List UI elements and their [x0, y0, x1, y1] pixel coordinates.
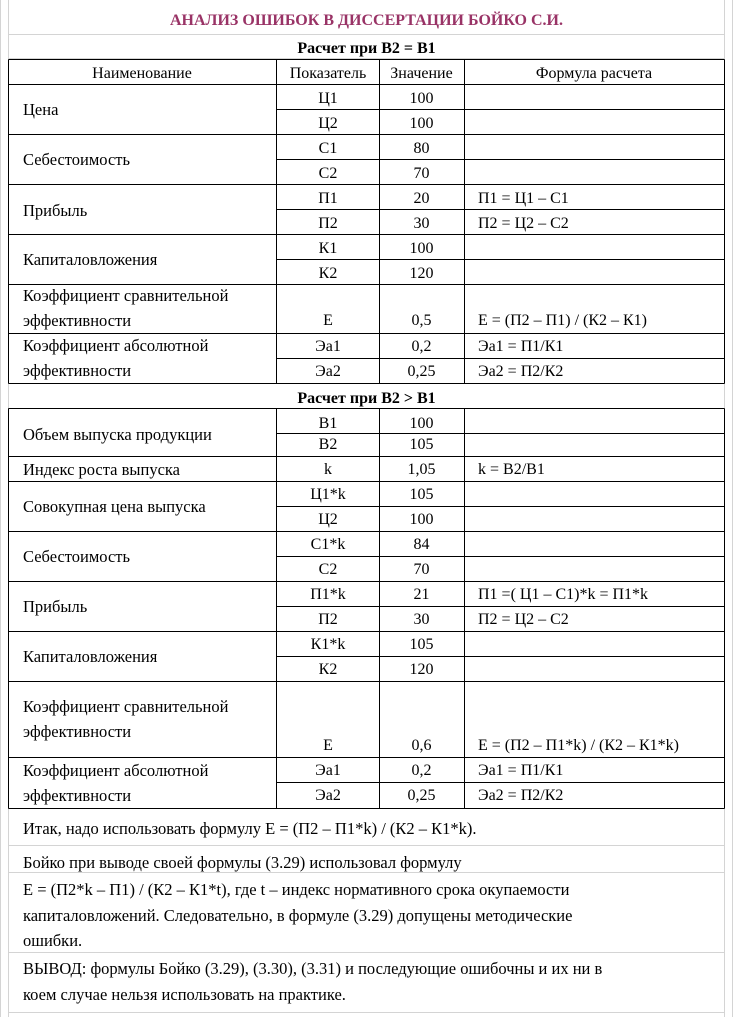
- s2-indicator: k: [324, 461, 332, 478]
- s1-indicator: П2: [318, 215, 338, 232]
- s2-indicator: П1*k: [310, 586, 346, 603]
- s2-indicator: В1: [318, 415, 338, 432]
- s1-name-cost: Себестоимость: [23, 150, 131, 169]
- s1-indicator: Ц2: [318, 115, 338, 132]
- s2-value: 1,05: [407, 461, 436, 478]
- s2-indicator: Эа1: [315, 762, 341, 779]
- s1-formula: Эа1 = П1/К1: [478, 338, 564, 355]
- s2-formula: Е = (П2 – П1*k) / (К2 – К1*k): [478, 737, 680, 754]
- s2-indicator: С2: [318, 561, 338, 578]
- s1-value: 100: [409, 115, 434, 132]
- s1-indicator: П1: [318, 190, 338, 207]
- verdict-line: коем случае нельзя использовать на практике.: [23, 985, 346, 1004]
- s1-formula: Е = (П2 – П1) / (К2 – К1): [478, 312, 648, 329]
- s2-name-growth: Индекс роста выпуска: [23, 460, 180, 479]
- s2-indicator: К2: [318, 661, 338, 678]
- s2-formula: П1 =( Ц1 – С1)*k = П1*k: [478, 586, 649, 603]
- s1-value: 100: [409, 240, 434, 257]
- s1-indicator: Эа2: [315, 363, 341, 380]
- s2-indicator: Е: [323, 737, 333, 754]
- verdict-line: ВЫВОД: формулы Бойко (3.29), (3.30), (3.31) и последующие ошибочны и их ни в: [23, 959, 603, 978]
- s1-name-capex: Капиталовложения: [23, 250, 158, 269]
- s2-name-profit: Прибыль: [23, 597, 88, 616]
- boiko-note-line: Бойко при выводе своей формулы (3.29) использовал формулу: [23, 853, 462, 872]
- conclusion-text: Итак, надо использовать формулу Е = (П2 – П1*k) / (К2 – К1*k).: [23, 819, 477, 838]
- s2-indicator: Эа2: [315, 787, 341, 804]
- page-title: АНАЛИЗ ОШИБОК В ДИССЕРТАЦИИ БОЙКО С.И.: [170, 12, 563, 29]
- s2-indicator: В2: [318, 436, 338, 453]
- header-indicator: Показатель: [289, 65, 367, 82]
- boiko-note-line: Е = (П2*k – П1) / (К2 – К1*t), где t – индекс нормативного срока окупаемости: [23, 880, 570, 899]
- s1-name-price: Цена: [23, 100, 59, 119]
- s2-formula: Эа1 = П1/К1: [478, 762, 564, 779]
- boiko-note-line: капиталовложений. Следовательно, в формуле (3.29) допущены методические: [23, 906, 573, 925]
- s1-value: 30: [413, 215, 430, 232]
- s1-value: 0,2: [411, 338, 432, 355]
- s2-value: 0,6: [411, 737, 432, 754]
- s1-indicator: С2: [318, 165, 338, 182]
- s1-name-comparative-2: эффективности: [23, 311, 132, 330]
- s1-indicator: К1: [318, 240, 338, 257]
- s1-indicator: Эа1: [315, 338, 341, 355]
- s2-value: 105: [409, 436, 434, 453]
- s1-value: 100: [409, 90, 434, 107]
- s2-name-comparative-2: эффективности: [23, 722, 132, 741]
- s1-name-absolute-2: эффективности: [23, 361, 132, 380]
- s2-value: 100: [409, 415, 434, 432]
- s1-value: 20: [413, 190, 430, 207]
- s2-name-capex: Капиталовложения: [23, 647, 158, 666]
- s2-value: 84: [413, 536, 430, 553]
- s2-formula: k = В2/В1: [478, 461, 545, 478]
- s1-formula: Эа2 = П2/К2: [478, 363, 564, 380]
- s2-value: 100: [409, 511, 434, 528]
- s2-name-total-price: Совокупная цена выпуска: [23, 497, 206, 516]
- s2-formula: Эа2 = П2/К2: [478, 787, 564, 804]
- s1-name-comparative: Коэффициент сравнительной: [23, 286, 229, 305]
- header-value: Значение: [390, 65, 453, 82]
- s2-value: 30: [413, 611, 430, 628]
- s2-formula: П2 = Ц2 – С2: [478, 611, 569, 628]
- s2-name-cost: Себестоимость: [23, 547, 131, 566]
- s1-name-profit: Прибыль: [23, 201, 88, 220]
- s2-value: 70: [413, 561, 430, 578]
- s1-indicator: К2: [318, 265, 338, 282]
- s1-name-absolute: Коэффициент абсолютной: [23, 336, 209, 355]
- header-name: Наименование: [92, 65, 192, 82]
- s2-name-absolute: Коэффициент абсолютной: [23, 761, 209, 780]
- s1-value: 70: [413, 165, 430, 182]
- s1-indicator: Е: [323, 312, 333, 329]
- s2-name-output: Объем выпуска продукции: [23, 425, 212, 444]
- s1-formula: П2 = Ц2 – С2: [478, 215, 569, 232]
- s2-value: 105: [409, 636, 434, 653]
- header-formula: Формула расчета: [535, 65, 653, 82]
- s2-value: 0,25: [407, 787, 436, 804]
- s2-value: 105: [409, 486, 434, 503]
- s2-indicator: Ц2: [318, 511, 338, 528]
- s1-value: 120: [409, 265, 434, 282]
- section-2-caption: Расчет при В2 > В1: [297, 390, 436, 407]
- s2-value: 21: [413, 586, 430, 603]
- s1-formula: П1 = Ц1 – С1: [478, 190, 569, 207]
- s1-value: 80: [413, 140, 430, 157]
- s2-value: 0,2: [411, 762, 432, 779]
- s1-indicator: С1: [318, 140, 338, 157]
- s2-indicator: Ц1*k: [310, 486, 346, 503]
- section-1-caption: Расчет при В2 = В1: [297, 40, 436, 57]
- s1-indicator: Ц1: [318, 90, 338, 107]
- s2-indicator: К1*k: [310, 636, 346, 653]
- s2-name-absolute-2: эффективности: [23, 786, 132, 805]
- s1-value: 0,5: [411, 312, 432, 329]
- s1-value: 0,25: [407, 363, 436, 380]
- boiko-note-line: ошибки.: [23, 931, 83, 950]
- s2-indicator: П2: [318, 611, 338, 628]
- s2-indicator: С1*k: [310, 536, 346, 553]
- s2-value: 120: [409, 661, 434, 678]
- s2-name-comparative: Коэффициент сравнительной: [23, 697, 229, 716]
